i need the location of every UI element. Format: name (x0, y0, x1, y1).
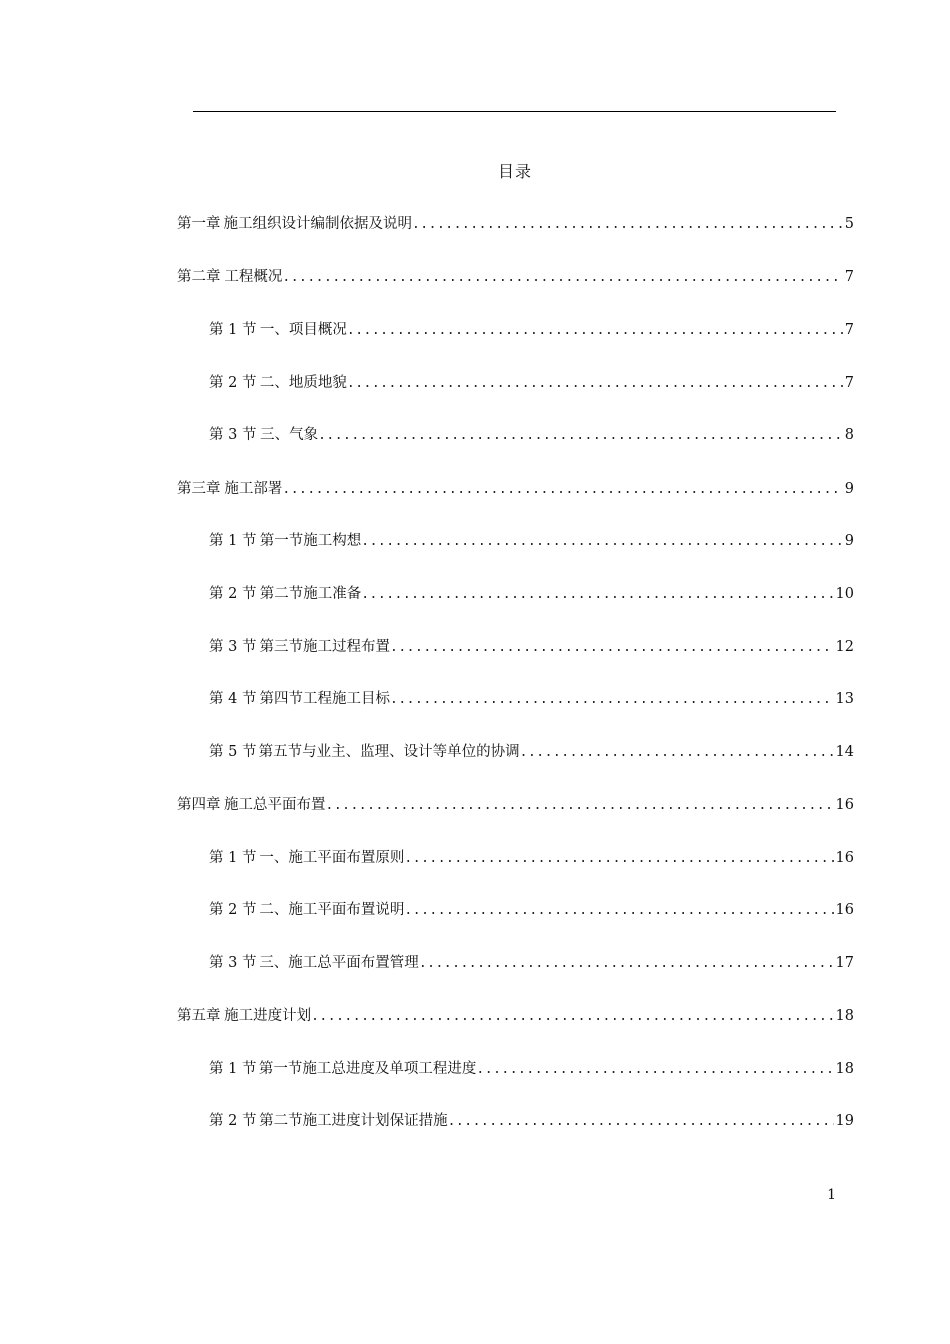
toc-dot-leader (390, 640, 834, 655)
toc-entry-label: 施工部署 (224, 481, 283, 497)
toc-entry-page: 16 (835, 850, 854, 866)
toc-entry-page: 7 (844, 322, 854, 338)
toc-entry-label: 施工进度计划 (224, 1008, 312, 1024)
toc-dot-leader (476, 1062, 833, 1077)
toc-dot-leader (390, 692, 834, 707)
toc-entry-label: 三、施工总平面布置管理 (259, 955, 419, 971)
toc-entry-number: 第一章 (177, 216, 221, 232)
toc-entry-section[interactable] (209, 951, 854, 973)
toc-dot-leader (361, 587, 833, 602)
toc-dot-leader (520, 745, 834, 760)
toc-entry-chapter-2[interactable] (177, 265, 854, 287)
toc-entry-page: 13 (835, 691, 854, 707)
toc-title: 目录 (497, 162, 532, 181)
toc-entry-label: 第二节施工进度计划保证措施 (259, 1113, 448, 1129)
toc-entry-number: 第 5 节 (209, 744, 257, 760)
toc-dot-leader (282, 482, 842, 497)
toc-entry-page: 19 (835, 1113, 854, 1129)
toc-entry-label: 一、施工平面布置原则 (259, 850, 405, 866)
toc-entry-number: 第三章 (177, 481, 221, 497)
toc-entry-label: 一、项目概况 (259, 322, 347, 338)
toc-entry-number: 第 2 节 (209, 1113, 257, 1129)
toc-entry-page: 14 (835, 744, 854, 760)
toc-entry-label: 第一节施工总进度及单项工程进度 (258, 1061, 477, 1077)
toc-dot-leader (419, 956, 834, 971)
toc-entry-label: 施工组织设计编制依据及说明 (223, 216, 412, 232)
toc-dot-leader (404, 851, 833, 866)
toc-entry-label: 第四节工程施工目标 (259, 691, 391, 707)
toc-dot-leader (326, 798, 834, 813)
toc-entry-section[interactable] (209, 529, 854, 551)
toc-dot-leader (311, 1009, 833, 1024)
toc-entry-section[interactable] (209, 687, 854, 709)
toc-entry-section[interactable] (209, 740, 854, 762)
toc-entry-chapter-1[interactable] (177, 212, 854, 234)
toc-dot-leader (347, 376, 843, 391)
toc-entry-page: 8 (844, 427, 854, 443)
toc-entry-page: 9 (844, 481, 854, 497)
toc-dot-leader (282, 270, 842, 285)
toc-entry-number: 第二章 (177, 269, 221, 285)
toc-entry-label: 二、施工平面布置说明 (259, 902, 405, 918)
toc-entry-section[interactable] (209, 898, 854, 920)
toc-entry-chapter-3[interactable] (177, 477, 854, 499)
toc-dot-leader (412, 217, 843, 232)
toc-entry-number: 第 1 节 (209, 1061, 257, 1077)
toc-entry-label: 二、地质地貌 (259, 375, 347, 391)
toc-entry-section[interactable] (209, 318, 854, 340)
toc-entry-number: 第 3 节 (209, 955, 257, 971)
toc-entry-section[interactable] (209, 846, 854, 868)
toc-entry-page: 18 (835, 1008, 854, 1024)
toc-entry-page: 12 (835, 639, 854, 655)
toc-entry-number: 第 1 节 (209, 322, 257, 338)
toc-dot-leader (361, 534, 842, 549)
toc-entry-label: 工程概况 (224, 269, 283, 285)
toc-entry-label: 第一节施工构想 (259, 533, 362, 549)
toc-entry-number: 第 4 节 (209, 691, 257, 707)
toc-dot-leader (347, 323, 843, 338)
toc-entry-number: 第 3 节 (209, 639, 257, 655)
toc-entry-number: 第 1 节 (209, 850, 257, 866)
toc-entry-number: 第 1 节 (209, 533, 257, 549)
toc-entry-number: 第五章 (177, 1008, 221, 1024)
toc-entry-chapter-5[interactable] (177, 1004, 854, 1026)
toc-entry-number: 第 2 节 (209, 902, 257, 918)
toc-entry-number: 第 2 节 (209, 375, 257, 391)
toc-entry-page: 7 (844, 375, 854, 391)
toc-entry-page: 16 (835, 902, 854, 918)
toc-entry-page: 18 (835, 1061, 854, 1077)
toc-entry-section[interactable] (209, 423, 854, 445)
toc-entry-section[interactable] (209, 635, 854, 657)
toc-entry-section[interactable] (209, 371, 854, 393)
page-number: 1 (827, 1187, 836, 1203)
toc-dot-leader (404, 903, 833, 918)
toc-entry-label: 第三节施工过程布置 (259, 639, 391, 655)
toc-entry-label: 第二节施工准备 (259, 586, 362, 602)
toc-entry-number: 第四章 (177, 797, 221, 813)
toc-dot-leader (448, 1114, 834, 1129)
toc-entry-page: 7 (844, 269, 854, 285)
toc-entry-number: 第 3 节 (209, 427, 257, 443)
toc-entry-page: 17 (835, 955, 854, 971)
toc-entry-label: 三、气象 (260, 427, 319, 443)
toc-entry-number: 第 2 节 (209, 586, 257, 602)
toc-entry-page: 9 (844, 533, 854, 549)
toc-dot-leader (318, 428, 843, 443)
toc-entry-page: 10 (835, 586, 854, 602)
toc-entry-page: 16 (835, 797, 854, 813)
toc-entry-page: 5 (844, 216, 854, 232)
toc-entry-section[interactable] (209, 582, 854, 604)
toc-entry-label: 第五节与业主、监理、设计等单位的协调 (258, 744, 520, 760)
toc-entry-chapter-4[interactable] (177, 793, 854, 815)
toc-entry-section[interactable] (209, 1109, 854, 1131)
toc-entry-label: 施工总平面布置 (224, 797, 326, 813)
toc-entry-section[interactable] (209, 1057, 854, 1079)
